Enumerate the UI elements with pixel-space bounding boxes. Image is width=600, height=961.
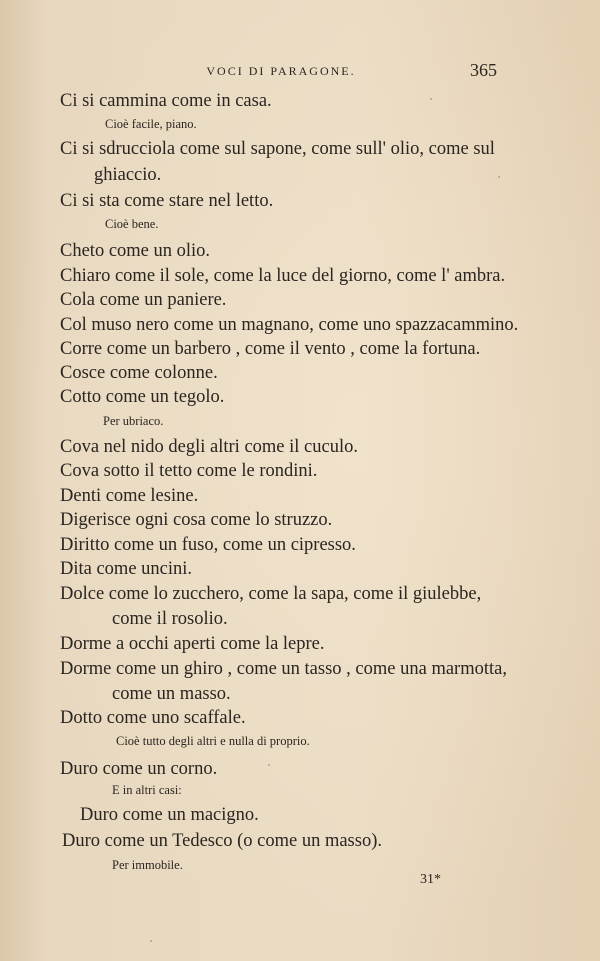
entry-line-continued: ghiaccio. <box>94 165 162 185</box>
running-head: VOCI DI PARAGONE. <box>206 64 356 78</box>
entry-line: Col muso nero come un magnano, come uno spazzacammino. <box>60 315 519 335</box>
entry-line: Ci si sdrucciola come sul sapone, come sull' olio, come sul <box>60 139 495 159</box>
entry-line: Digerisce ogni cosa come lo struzzo. <box>60 510 333 530</box>
entry-line: Dolce come lo zucchero, come la sapa, come il giulebbe, <box>60 584 482 604</box>
entry-line: Cola come un paniere. <box>60 290 227 310</box>
page-number: 365 <box>470 60 497 80</box>
entry-note: Cioè tutto degli altri e nulla di proprio. <box>116 734 310 748</box>
entry-line: Dorme a occhi aperti come la lepre. <box>60 634 325 654</box>
entry-line-continued: come un masso. <box>112 684 231 704</box>
entry-line: Chiaro come il sole, come la luce del giorno, come l' ambra. <box>60 266 506 286</box>
entry-line: Diritto come un fuso, come un cipresso. <box>60 535 356 555</box>
signature-mark: 31* <box>420 872 441 887</box>
entry-line: Duro come un corno. <box>60 759 218 779</box>
entry-note: Cioè bene. <box>105 217 159 231</box>
entry-line: Cheto come un olio. <box>60 241 211 261</box>
entry-note: E in altri casi: <box>112 783 182 797</box>
entry-line: Duro come un Tedesco (o come un masso). <box>62 831 382 851</box>
page-header <box>0 62 600 82</box>
entry-line: Cosce come colonne. <box>60 363 218 383</box>
entry-line: Dotto come uno scaffale. <box>60 708 246 728</box>
entry-line: Corre come un barbero , come il vento , come la fortuna. <box>60 339 481 359</box>
entry-line: Ci si sta come stare nel letto. <box>60 191 274 211</box>
entry-line: Cova nel nido degli altri come il cuculo. <box>60 437 358 457</box>
entry-line: Cotto come un tegolo. <box>60 387 225 407</box>
entry-note: Per ubriaco. <box>103 414 164 428</box>
paper-speck <box>268 764 270 766</box>
entry-line: Cova sotto il tetto come le rondini. <box>60 461 318 481</box>
paper-speck <box>498 176 500 178</box>
paper-speck <box>150 940 152 942</box>
entry-line: Denti come lesine. <box>60 486 199 506</box>
paper-speck <box>430 98 432 100</box>
entry-line: Duro come un macigno. <box>80 805 259 825</box>
entry-note: Per immobile. <box>112 858 183 872</box>
entry-line: Dita come uncini. <box>60 559 193 579</box>
entry-line: Dorme come un ghiro , come un tasso , come una marmotta, <box>60 659 507 679</box>
entry-note: Cioè facile, piano. <box>105 117 197 131</box>
entry-line-continued: come il rosolio. <box>112 609 228 629</box>
entry-line: Ci si cammina come in casa. <box>60 91 272 111</box>
